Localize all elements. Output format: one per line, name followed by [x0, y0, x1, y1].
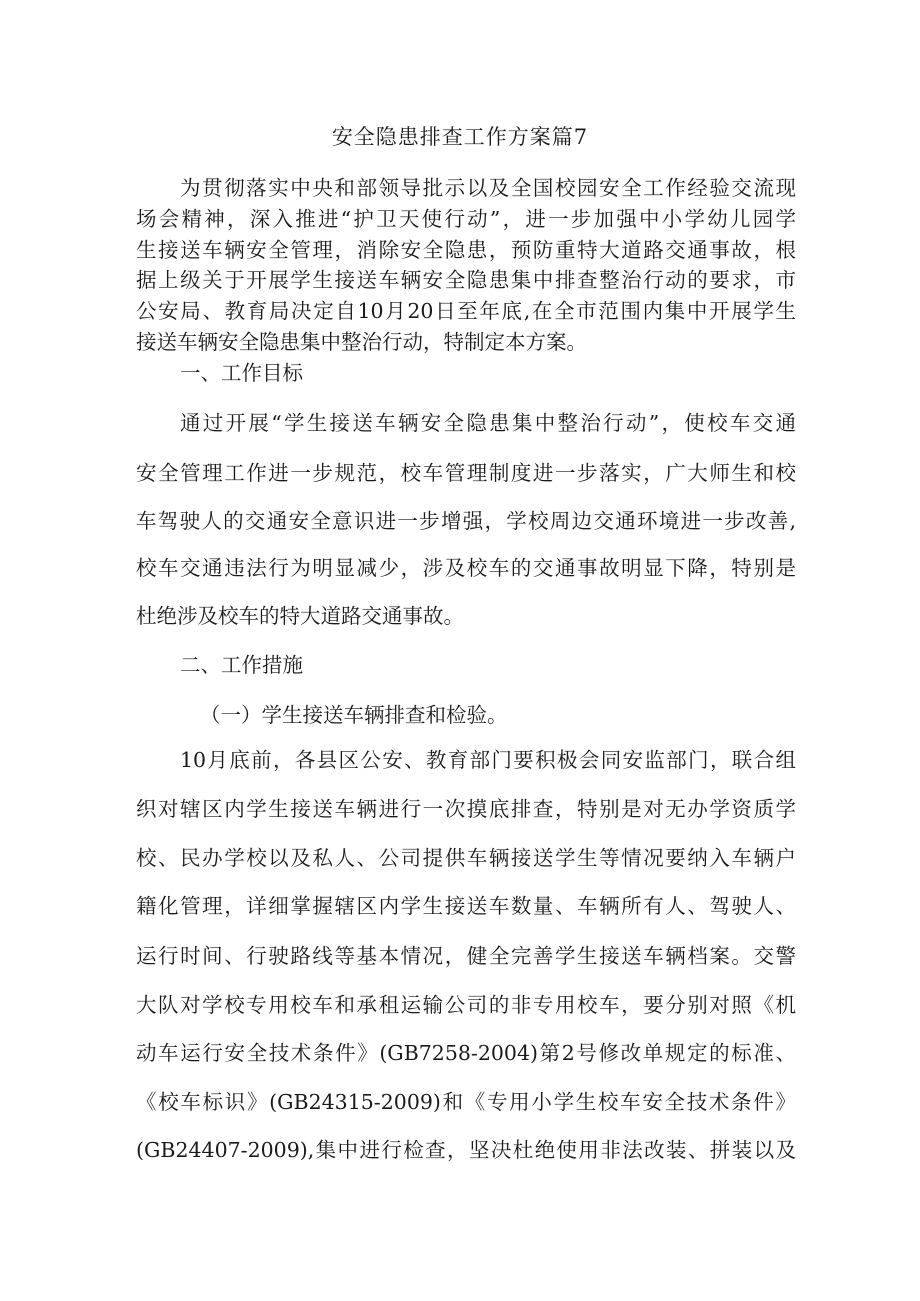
goal-line-4: 校车交通违法行为明显减少，涉及校车的交通事故明显下降，特别是 — [136, 556, 796, 580]
goal-line-2: 安全管理工作进一步规范，校车管理制度进一步落实，广大师生和校 — [136, 461, 796, 485]
intro-line-2: 场会精神，深入推进“护卫天使行动”，进一步加强中小学幼儿园学 — [136, 207, 796, 231]
intro-line-6: 接送车辆安全隐患集中整治行动，特制定本方案。 — [136, 330, 587, 354]
goal-line-3: 车驾驶人的交通安全意识进一步增强，学校周边交通环境进一步改善, — [136, 509, 796, 533]
measure-line-9: (GB24407-2009),集中进行检查，坚决杜绝使用非法改装、拼装以及 — [136, 1138, 796, 1162]
intro-line-3: 生接送车辆安全管理，消除安全隐患，预防重特大道路交通事故，根 — [136, 238, 796, 262]
measure-line-2: 织对辖区内学生接送车辆进行一次摸底排查，特别是对无办学资质学 — [136, 797, 796, 821]
measure-line-3: 校、民办学校以及私人、公司提供车辆接送学生等情况要纳入车辆户 — [136, 846, 796, 870]
intro-line-5: 公安局、教育局决定自10月20日至年底,在全市范围内集中开展学生 — [136, 299, 796, 323]
measure-line-7: 动车运行安全技术条件》(GB7258-2004)第2号修改单规定的标准、 — [136, 1041, 796, 1065]
document-title: 安全隐患排查工作方案篇7 — [331, 125, 589, 149]
intro-line-1: 为贯彻落实中央和部领导批示以及全国校园安全工作经验交流现 — [180, 176, 796, 200]
measure-line-8: 《校车标识》(GB24315-2009)和《专用小学生校车安全技术条件》 — [136, 1090, 796, 1114]
measure-line-6: 大队对学校专用校车和承租运输公司的非专用校车，要分别对照《机 — [136, 993, 796, 1017]
measure-line-5: 运行时间、行驶路线等基本情况，健全完善学生接送车辆档案。交警 — [136, 944, 796, 968]
goal-line-1: 通过开展“学生接送车辆安全隐患集中整治行动”，使校车交通 — [180, 411, 796, 435]
section-heading-goals: 一、工作目标 — [180, 361, 303, 385]
measure-line-1: 10月底前，各县区公安、教育部门要积极会同安监部门，联合组 — [180, 748, 796, 772]
goal-line-5: 杜绝涉及校车的特大道路交通事故。 — [136, 604, 464, 628]
measure-line-4: 籍化管理，详细掌握辖区内学生接送车数量、车辆所有人、驾驶人、 — [136, 894, 796, 918]
section-heading-measures: 二、工作措施 — [180, 653, 303, 677]
subheading-vehicle-inspection: （一）学生接送车辆排查和检验。 — [200, 703, 508, 727]
intro-line-4: 据上级关于开展学生接送车辆安全隐患集中排查整治行动的要求，市 — [136, 268, 796, 292]
